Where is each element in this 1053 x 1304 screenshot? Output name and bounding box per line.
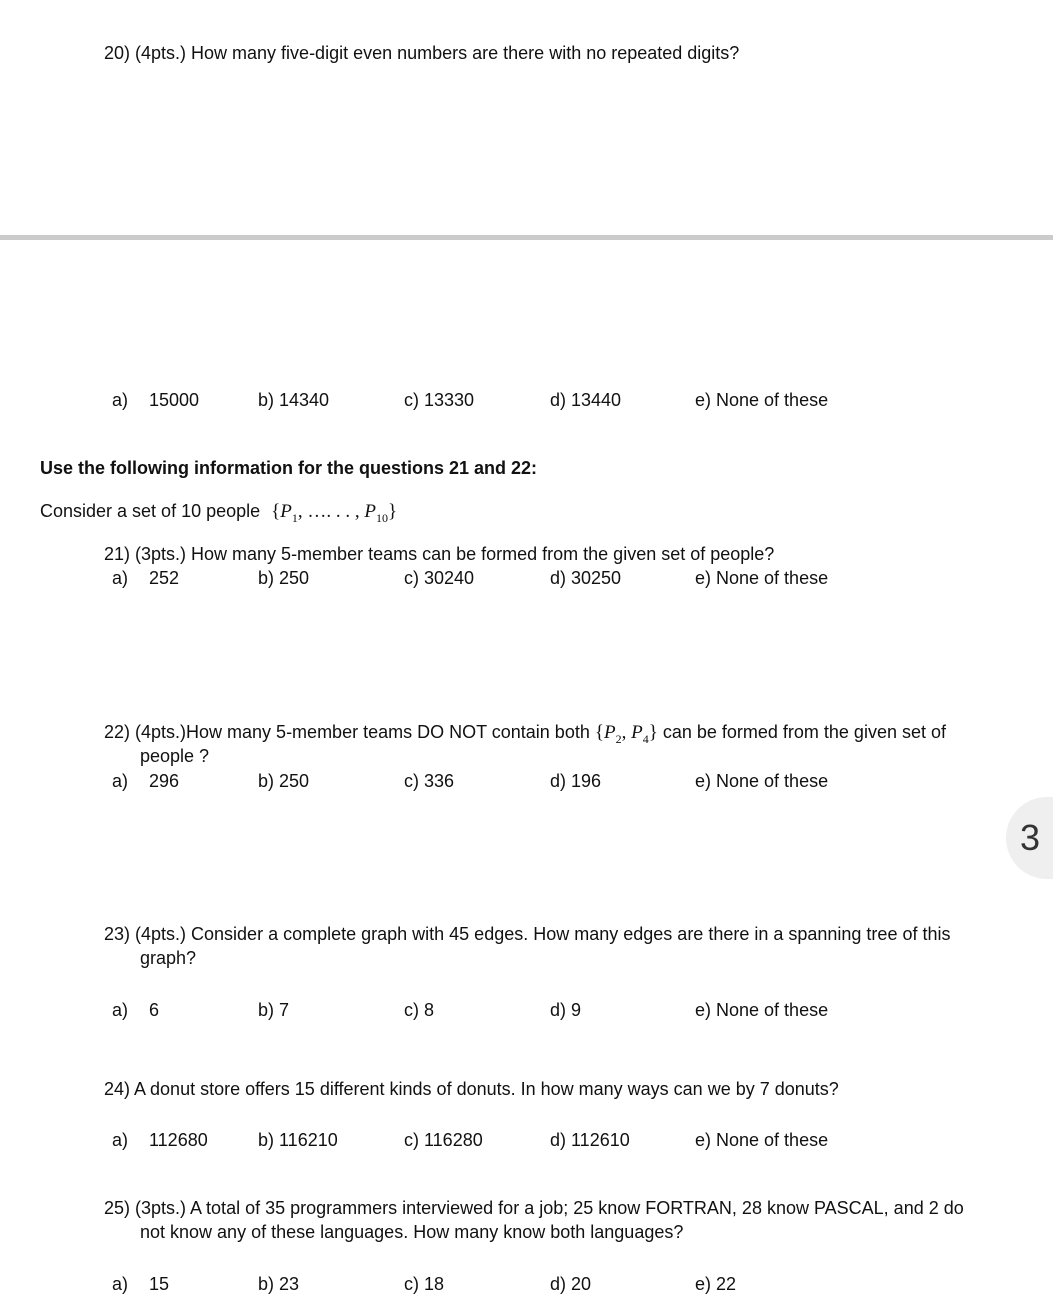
set-open-brace: {	[271, 501, 281, 522]
section-divider	[0, 235, 1053, 240]
page-number-indicator[interactable]: 3	[1006, 797, 1053, 879]
option-a-label: a)	[112, 771, 129, 791]
option-e: e) None of these	[695, 771, 829, 791]
option-a-value: 6	[149, 1000, 160, 1020]
question-24-text: 24) A donut store offers 15 different kinds of donuts. In how many ways can we by 7 donuts?	[104, 1079, 839, 1099]
set-close-brace: }	[648, 722, 658, 743]
option-c: c) 18	[404, 1274, 445, 1294]
p-sub-10: 10	[376, 510, 389, 525]
option-b: b) 23	[258, 1274, 300, 1294]
set-close-brace: }	[388, 501, 398, 522]
consider-text: Consider a set of 10 people	[40, 501, 261, 521]
option-a-value: 296	[149, 771, 180, 791]
option-a-value: 15000	[149, 390, 200, 410]
question-20-text: 20) (4pts.) How many five-digit even numbers are there with no repeated digits?	[104, 43, 740, 63]
option-e: e) None of these	[695, 1130, 829, 1150]
question-23-text-cont: graph?	[140, 948, 197, 968]
option-c: c) 336	[404, 771, 455, 791]
question-25-text: 25) (3pts.) A total of 35 programmers interviewed for a job; 25 know FORTRAN, 28 know PASCAL, and 2 do	[104, 1198, 964, 1218]
question-21-text: 21) (3pts.) How many 5-member teams can be formed from the given set of people?	[104, 544, 775, 564]
option-b: b) 250	[258, 771, 310, 791]
option-e: e) 22	[695, 1274, 737, 1294]
option-b: b) 116210	[258, 1130, 338, 1150]
info-heading: Use the following information for the questions 21 and 22:	[40, 458, 538, 478]
question-23-text: 23) (4pts.) Consider a complete graph with 45 edges. How many edges are there in a spanning tree of this	[104, 924, 951, 944]
option-d: d) 20	[550, 1274, 592, 1294]
option-b: b) 7	[258, 1000, 290, 1020]
question-25-text-cont: not know any of these languages. How many know both languages?	[140, 1222, 684, 1242]
option-a-value: 112680	[149, 1130, 208, 1150]
question-22-text-cont: people ?	[140, 746, 210, 766]
option-b: b) 14340	[258, 390, 330, 410]
p-sub-2: 2	[615, 731, 622, 746]
people-set	[271, 501, 398, 525]
option-a-value: 252	[149, 568, 180, 588]
question-22-text-before: 22) (4pts.)How many 5-member teams DO NOT contain both	[104, 722, 590, 742]
p-symbol: P	[280, 501, 292, 522]
option-c: c) 13330	[404, 390, 475, 410]
option-a-label: a)	[112, 390, 129, 410]
p-symbol: P	[364, 501, 377, 522]
set-dots: , …. . . ,	[297, 501, 365, 522]
option-e: e) None of these	[695, 390, 829, 410]
set-open-brace: {	[594, 722, 604, 743]
question-22-text	[104, 720, 946, 751]
set-comma: ,	[621, 722, 632, 743]
option-a-label: a)	[112, 1130, 129, 1150]
option-c: c) 8	[404, 1000, 435, 1020]
option-c: c) 30240	[404, 568, 475, 588]
option-d: d) 13440	[550, 390, 622, 410]
option-d: d) 196	[550, 771, 602, 791]
option-a-label: a)	[112, 1000, 129, 1020]
option-a-value: 15	[149, 1274, 170, 1294]
option-c: c) 116280	[404, 1130, 483, 1150]
option-d: d) 112610	[550, 1130, 630, 1150]
p-sub-4: 4	[642, 731, 649, 746]
p-sub-1: 1	[291, 510, 298, 525]
option-b: b) 250	[258, 568, 310, 588]
option-a-label: a)	[112, 1274, 129, 1294]
p-symbol: P	[631, 722, 643, 743]
p-symbol: P	[603, 722, 616, 743]
p2-p4-set	[594, 722, 658, 746]
option-d: d) 30250	[550, 568, 622, 588]
option-e: e) None of these	[695, 1000, 829, 1020]
option-d: d) 9	[550, 1000, 582, 1020]
consider-line	[40, 499, 397, 530]
option-a-label: a)	[112, 568, 129, 588]
option-e: e) None of these	[695, 568, 829, 588]
question-22-text-after: can be formed from the given set of	[662, 722, 946, 742]
